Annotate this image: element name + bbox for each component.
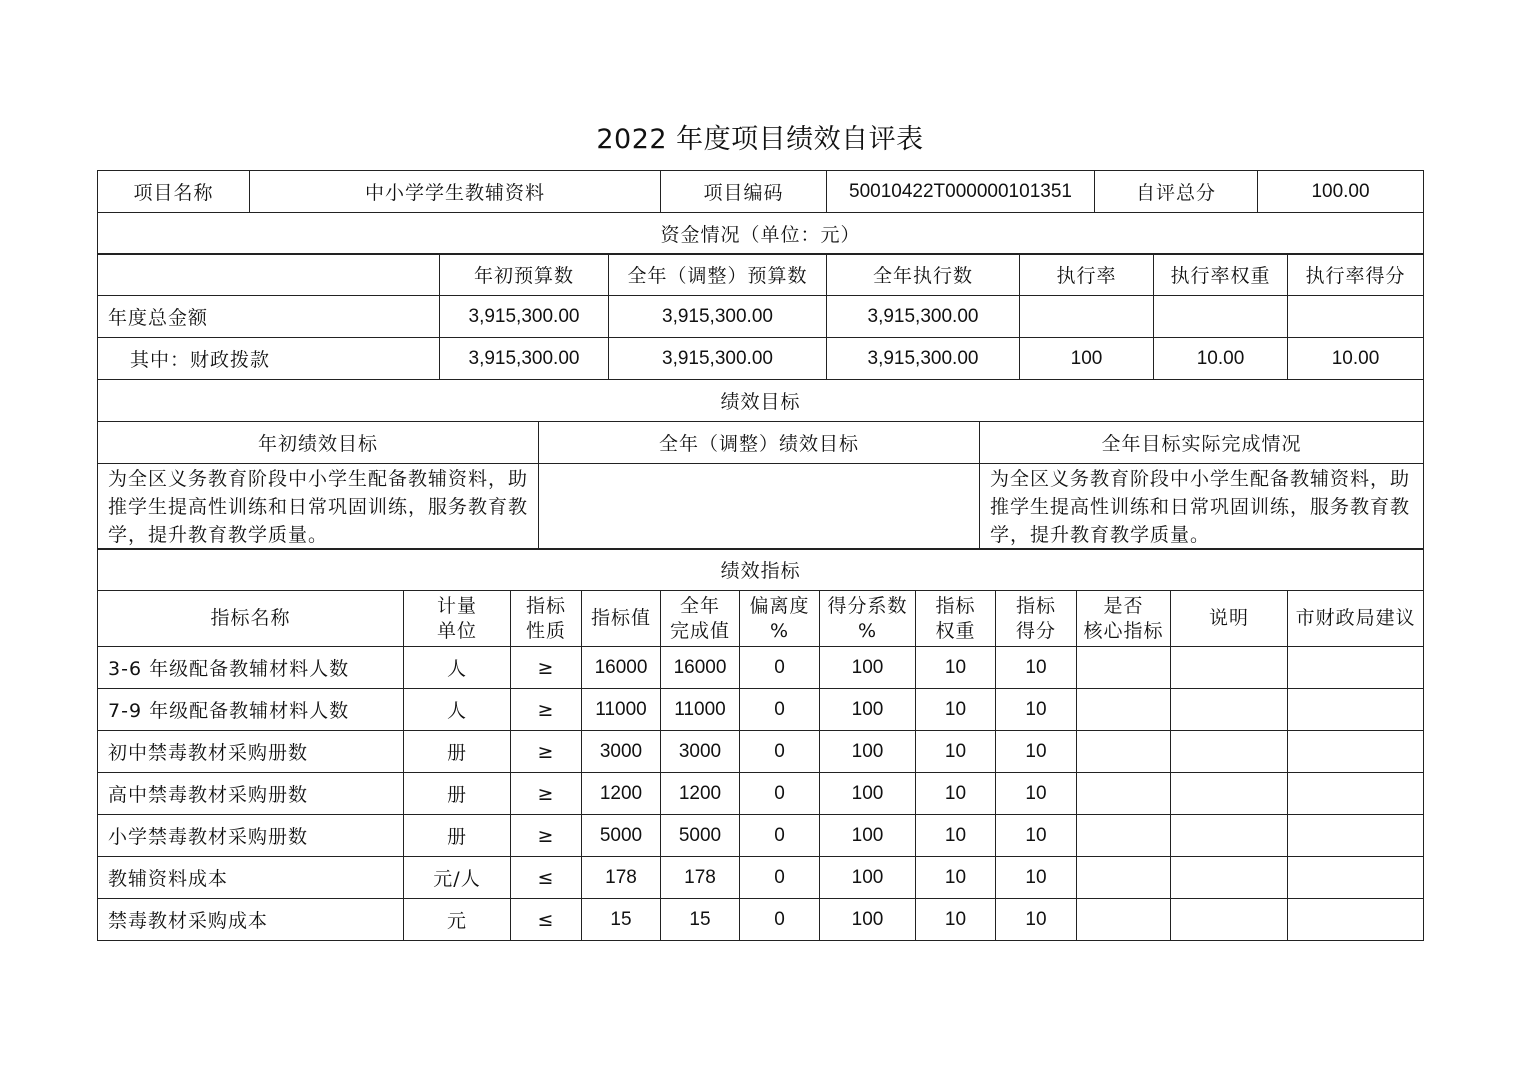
indicator-cell	[1171, 773, 1288, 815]
indicator-col-header-line2: 权重	[935, 619, 976, 642]
indicator-cell: 0	[740, 689, 820, 731]
indicator-cell: 16000	[582, 647, 661, 689]
indicator-cell: 0	[740, 773, 820, 815]
indicator-col-header	[1171, 591, 1288, 647]
indicator-col-header-line2: 得分	[1015, 619, 1056, 642]
project-header-table	[97, 170, 1424, 255]
indicator-col-header	[820, 591, 916, 647]
project-name-value: 中小学学生教辅资料	[250, 171, 661, 213]
funds-cell: 3,915,300.00	[827, 338, 1020, 380]
funds-col-exec-rate: 执行率	[1020, 254, 1154, 296]
indicator-cell: 10	[916, 857, 996, 899]
funds-row-fiscal	[98, 338, 1424, 380]
table-row	[98, 731, 1424, 773]
indicator-cell: 册	[404, 731, 511, 773]
indicator-cell: 册	[404, 773, 511, 815]
indicator-cell: ≥	[511, 647, 582, 689]
funds-cell	[1020, 296, 1154, 338]
indicator-name: 初中禁毒教材采购册数	[98, 731, 404, 773]
indicator-name: 教辅资料成本	[98, 857, 404, 899]
indicator-col-header-line2: %	[857, 619, 878, 642]
indicator-name: 小学禁毒教材采购册数	[98, 815, 404, 857]
table-row	[98, 689, 1424, 731]
indicator-cell	[1288, 773, 1424, 815]
indicator-cell: 10	[996, 647, 1077, 689]
funds-section-title: 资金情况（单位：元）	[98, 213, 1424, 255]
indicator-cell	[1077, 899, 1171, 941]
funds-cell	[1154, 296, 1288, 338]
indicator-cell	[1077, 731, 1171, 773]
goal-actual-text: 为全区义务教育阶段中小学生配备教辅资料，助推学生提高性训练和日常巩固训练，服务教育教学，提升教育教学质量。	[980, 464, 1424, 550]
indicator-cell	[1171, 689, 1288, 731]
indicator-cell: 1200	[582, 773, 661, 815]
indicator-cell: ≥	[511, 773, 582, 815]
funds-row-total	[98, 296, 1424, 338]
indicator-cell: 5000	[582, 815, 661, 857]
goals-table	[97, 379, 1424, 550]
goal-initial-text: 为全区义务教育阶段中小学生配备教辅资料，助推学生提高性训练和日常巩固训练，服务教育教学，提升教育教学质量。	[98, 464, 539, 550]
indicators-section-title: 绩效指标	[98, 549, 1424, 591]
table-row	[98, 815, 1424, 857]
indicator-cell: 10	[996, 899, 1077, 941]
indicator-cell: 15	[661, 899, 740, 941]
total-score-label: 自评总分	[1095, 171, 1258, 213]
funds-cell: 10.00	[1288, 338, 1424, 380]
indicator-cell	[1288, 899, 1424, 941]
funds-cell: 100	[1020, 338, 1154, 380]
indicator-col-header	[1077, 591, 1171, 647]
indicator-cell: 10	[916, 773, 996, 815]
indicator-col-header-line2: 完成值	[669, 619, 730, 642]
indicator-cell: 人	[404, 647, 511, 689]
indicator-cell: 10	[916, 689, 996, 731]
indicator-name: 禁毒教材采购成本	[98, 899, 404, 941]
indicator-col-header-line1: 偏离度	[749, 594, 810, 617]
indicator-col-header	[582, 591, 661, 647]
table-row	[98, 857, 1424, 899]
indicator-cell: 178	[661, 857, 740, 899]
indicator-cell: 16000	[661, 647, 740, 689]
indicator-cell: 10	[996, 857, 1077, 899]
indicator-cell: 100	[820, 689, 916, 731]
indicator-cell: 10	[916, 815, 996, 857]
goals-section-title: 绩效目标	[98, 380, 1424, 422]
funds-cell: 3,915,300.00	[609, 338, 827, 380]
goal-adjusted-text	[539, 464, 980, 550]
indicator-col-header	[511, 591, 582, 647]
indicator-col-header-line1: 市财政局建议	[1295, 607, 1416, 629]
indicator-cell: 元	[404, 899, 511, 941]
funds-cell: 3,915,300.00	[440, 338, 609, 380]
project-code-label: 项目编码	[661, 171, 827, 213]
indicator-cell: ≥	[511, 689, 582, 731]
funds-row-label: 年度总金额	[98, 296, 440, 338]
indicator-cell: 10	[916, 899, 996, 941]
indicator-col-header	[98, 591, 404, 647]
indicator-cell	[1171, 815, 1288, 857]
indicator-cell: 0	[740, 899, 820, 941]
indicator-cell	[1077, 857, 1171, 899]
indicator-col-header-line2: 核心指标	[1083, 619, 1164, 642]
indicator-cell: ≤	[511, 899, 582, 941]
funds-col-initial-budget: 年初预算数	[440, 254, 609, 296]
indicator-cell: 3000	[661, 731, 740, 773]
funds-cell: 3,915,300.00	[827, 296, 1020, 338]
indicators-body	[98, 647, 1424, 941]
indicator-cell: 册	[404, 815, 511, 857]
indicator-col-header-line2: %	[769, 619, 790, 642]
indicator-col-header-line1: 指标名称	[210, 607, 291, 629]
indicator-cell	[1288, 689, 1424, 731]
indicator-cell: 11000	[582, 689, 661, 731]
indicator-cell: 5000	[661, 815, 740, 857]
indicators-header-row	[98, 591, 1424, 647]
funds-row-label: 其中：财政拨款	[98, 338, 440, 380]
indicator-col-header-line2: 单位	[436, 619, 477, 642]
indicator-name: 3-6 年级配备教辅材料人数	[98, 647, 404, 689]
indicator-cell: 100	[820, 731, 916, 773]
indicator-cell: 15	[582, 899, 661, 941]
indicator-cell	[1171, 857, 1288, 899]
indicator-cell: 0	[740, 815, 820, 857]
indicator-cell: 10	[916, 647, 996, 689]
goals-col-adjusted: 全年（调整）绩效目标	[539, 422, 980, 464]
indicator-cell	[1077, 815, 1171, 857]
funds-cell: 3,915,300.00	[609, 296, 827, 338]
funds-cell: 10.00	[1154, 338, 1288, 380]
project-code-value: 50010422T000000101351	[827, 171, 1095, 213]
indicator-col-header-line1: 全年	[679, 594, 720, 617]
indicator-cell	[1171, 647, 1288, 689]
funds-col-rate-score: 执行率得分	[1288, 254, 1424, 296]
indicator-cell: 100	[820, 773, 916, 815]
indicator-col-header-line1: 指标值	[590, 607, 651, 629]
funds-table	[97, 253, 1424, 380]
indicators-table	[97, 548, 1424, 941]
indicator-name: 7-9 年级配备教辅材料人数	[98, 689, 404, 731]
indicator-col-header	[996, 591, 1077, 647]
funds-cell	[1288, 296, 1424, 338]
indicator-col-header-line1: 说明	[1208, 607, 1249, 629]
indicator-cell: 178	[582, 857, 661, 899]
indicator-cell: 元/人	[404, 857, 511, 899]
indicator-cell: ≤	[511, 857, 582, 899]
indicator-col-header	[740, 591, 820, 647]
indicator-col-header-line2: 性质	[525, 619, 566, 642]
indicator-col-header	[404, 591, 511, 647]
funds-col-executed: 全年执行数	[827, 254, 1020, 296]
indicator-cell: 100	[820, 815, 916, 857]
indicator-cell	[1171, 899, 1288, 941]
indicator-cell	[1288, 857, 1424, 899]
indicator-cell: ≥	[511, 815, 582, 857]
indicator-cell: 100	[820, 899, 916, 941]
indicator-cell: 10	[916, 731, 996, 773]
indicator-col-header-line1: 指标	[935, 594, 976, 617]
indicator-cell: 1200	[661, 773, 740, 815]
project-name-label: 项目名称	[98, 171, 250, 213]
indicator-col-header	[916, 591, 996, 647]
indicator-col-header	[1288, 591, 1424, 647]
indicator-cell: 100	[820, 857, 916, 899]
indicator-col-header	[661, 591, 740, 647]
indicator-cell: 10	[996, 731, 1077, 773]
indicator-cell: 10	[996, 815, 1077, 857]
total-score-value: 100.00	[1258, 171, 1424, 213]
indicator-col-header-line1: 得分系数	[827, 594, 908, 617]
indicator-cell	[1288, 731, 1424, 773]
indicator-cell: 人	[404, 689, 511, 731]
indicator-cell: 0	[740, 857, 820, 899]
indicator-cell	[1077, 773, 1171, 815]
indicator-cell: ≥	[511, 731, 582, 773]
indicator-cell: 3000	[582, 731, 661, 773]
indicator-cell: 10	[996, 689, 1077, 731]
indicator-col-header-line1: 指标	[525, 594, 566, 617]
page-title: 2022 年度项目绩效自评表	[596, 124, 924, 155]
indicator-col-header-line1: 是否	[1103, 594, 1144, 617]
indicator-cell	[1077, 647, 1171, 689]
indicator-cell: 0	[740, 731, 820, 773]
indicator-col-header-line1: 指标	[1015, 594, 1056, 617]
funds-header-blank	[98, 254, 440, 296]
indicator-cell: 100	[820, 647, 916, 689]
indicator-cell	[1288, 815, 1424, 857]
table-row	[98, 899, 1424, 941]
indicator-cell: 0	[740, 647, 820, 689]
funds-col-rate-weight: 执行率权重	[1154, 254, 1288, 296]
goals-col-actual: 全年目标实际完成情况	[980, 422, 1424, 464]
indicator-cell	[1077, 689, 1171, 731]
indicator-cell	[1288, 647, 1424, 689]
indicator-cell	[1171, 731, 1288, 773]
indicator-col-header-line1: 计量	[436, 594, 477, 617]
table-row	[98, 773, 1424, 815]
funds-cell: 3,915,300.00	[440, 296, 609, 338]
table-row	[98, 647, 1424, 689]
indicator-name: 高中禁毒教材采购册数	[98, 773, 404, 815]
funds-col-adjusted-budget: 全年（调整）预算数	[609, 254, 827, 296]
indicator-cell: 10	[996, 773, 1077, 815]
goals-col-initial: 年初绩效目标	[98, 422, 539, 464]
indicator-cell: 11000	[661, 689, 740, 731]
